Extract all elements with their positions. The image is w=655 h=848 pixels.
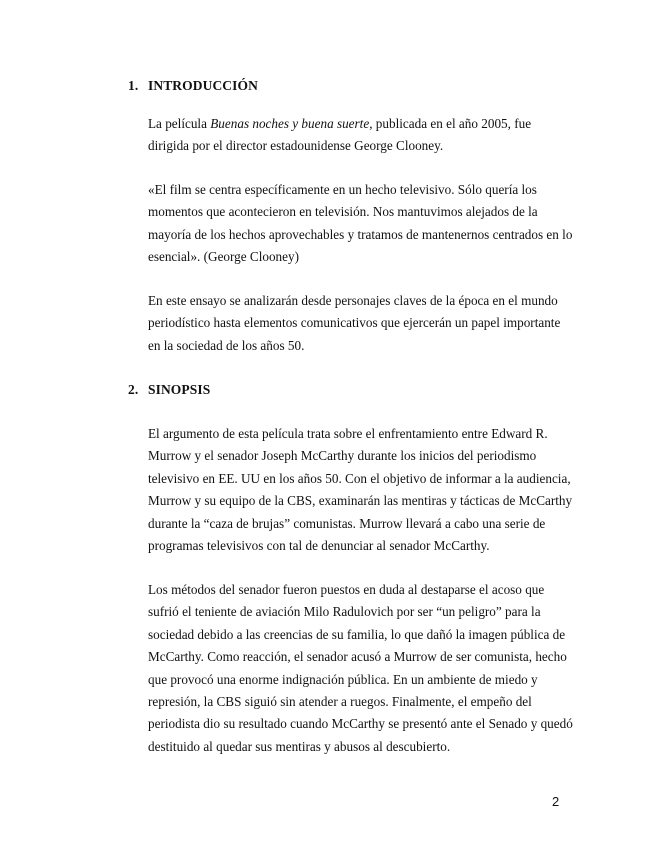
paragraph-line: represión, la CBS siguió sin atender a ruegos. Finalmente, el empeño del	[148, 694, 532, 710]
paragraph-line: En este ensayo se analizarán desde personajes claves de la época en el mundo	[148, 293, 558, 308]
section-title: INTRODUCCIÓN	[148, 78, 258, 93]
paragraph-line: El argumento de esta película trata sobre el enfrentamiento entre Edward R.	[148, 426, 548, 441]
paragraph-line: esencial». (George Clooney)	[148, 249, 299, 265]
paragraph-essay-scope	[148, 290, 568, 357]
paragraph-clooney-quote	[148, 179, 573, 269]
paragraph-line: destituido al quedar sus mentiras y abusos al descubierto.	[148, 738, 451, 754]
paragraph-line: sociedad debido a las creencias de su familia, lo que dañó la imagen pública de	[148, 626, 566, 642]
paragraph-plot-summary	[148, 423, 573, 557]
section-title: SINOPSIS	[148, 382, 211, 397]
paragraph-line: periodista dio su resultado cuando McCarthy se presentó ante el Senado y quedó	[148, 716, 573, 732]
film-title-italic: Buenas noches y buena suerte	[210, 116, 370, 131]
text-run: La película	[148, 116, 211, 131]
paragraph-line: mayoría de los hechos aprovechables y tratamos de mantenernos centrados en lo	[148, 226, 573, 242]
paragraph-line: momentos que acontecieron en televisión. Nos mantuvimos alejados de la	[148, 204, 538, 220]
paragraph-line: McCarthy. Como reacción, el senador acusó a Murrow de ser comunista, hecho	[148, 649, 567, 665]
paragraph-line: dirigida por el director estadounidense George Clooney.	[148, 138, 444, 154]
paragraph-line	[148, 113, 568, 135]
section-heading-sinopsis	[128, 382, 210, 398]
paragraph-line: Los métodos del senador fueron puestos en duda al destaparse el acoso que	[148, 582, 545, 597]
paragraph-line: televisivo en EE. UU en los años 50. Con el objetivo de informar a la audiencia,	[148, 470, 571, 486]
text-run: , publicada en el año 2005, fue	[369, 116, 532, 131]
paragraph-senator-methods	[148, 579, 573, 758]
paragraph-line: sufrió el teniente de aviación Milo Radulovich por ser “un peligro” para la	[148, 604, 541, 620]
paragraph-line: en la sociedad de los años 50.	[148, 337, 305, 353]
paragraph-intro-film	[148, 113, 568, 158]
section-number: 2.	[128, 382, 139, 397]
paragraph-line: programas televisivos con tal de denunciar al senador McCarthy.	[148, 538, 490, 554]
section-heading-introduccion	[128, 78, 258, 94]
paragraph-line: periodístico hasta elementos comunicativos que ejercerán un papel importante	[148, 315, 561, 331]
page-number: 2	[552, 794, 560, 809]
paragraph-line: Murrow y el senador Joseph McCarthy durante los inicios del periodismo	[148, 448, 537, 464]
section-number: 1.	[128, 78, 139, 93]
paragraph-line: que provocó una enorme indignación pública. En un ambiente de miedo y	[148, 671, 538, 687]
paragraph-line: Murrow y su equipo de la CBS, examinarán las mentiras y tácticas de McCarthy	[148, 493, 573, 509]
paragraph-line: durante la “caza de brujas” comunistas. Murrow llevará a cabo una serie de	[148, 515, 546, 531]
paragraph-line: «El film se centra específicamente en un hecho televisivo. Sólo quería los	[148, 182, 537, 197]
